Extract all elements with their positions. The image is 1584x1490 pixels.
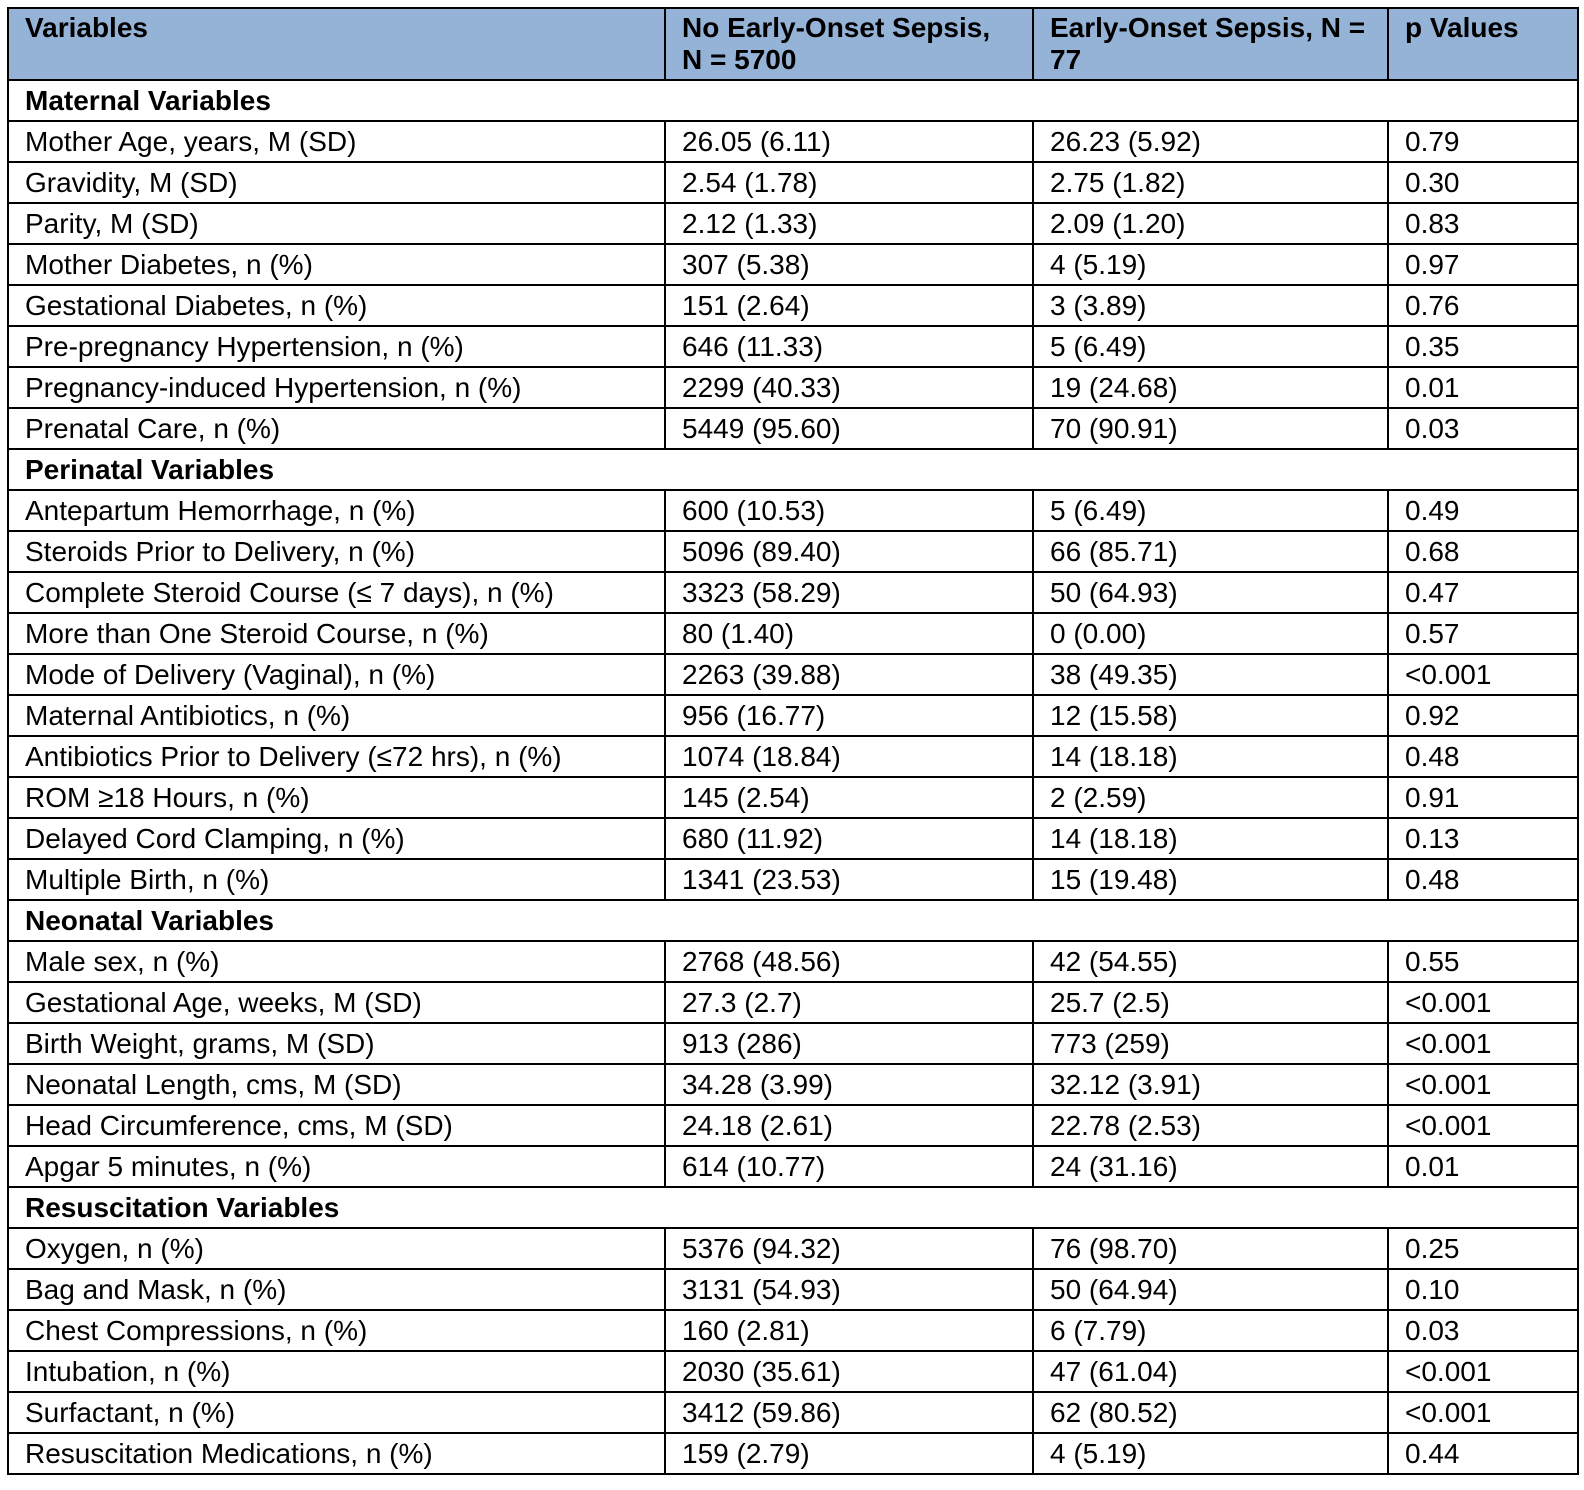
p-value-cell: <0.001	[1388, 1023, 1578, 1064]
sepsis-cell: 14 (18.18)	[1033, 736, 1388, 777]
table-row	[8, 1310, 1578, 1351]
variable-cell: Complete Steroid Course (≤ 7 days), n (%)	[8, 572, 665, 613]
no-sepsis-cell: 3323 (58.29)	[665, 572, 1033, 613]
table-row	[8, 1392, 1578, 1433]
table-row	[8, 736, 1578, 777]
sepsis-cell: 19 (24.68)	[1033, 367, 1388, 408]
sepsis-cell: 66 (85.71)	[1033, 531, 1388, 572]
p-value-cell: 0.79	[1388, 121, 1578, 162]
table-row	[8, 203, 1578, 244]
p-value-cell: 0.30	[1388, 162, 1578, 203]
table-row	[8, 1351, 1578, 1392]
variable-cell: Birth Weight, grams, M (SD)	[8, 1023, 665, 1064]
variable-cell: Pregnancy-induced Hypertension, n (%)	[8, 367, 665, 408]
no-sepsis-cell: 80 (1.40)	[665, 613, 1033, 654]
variable-cell: Neonatal Length, cms, M (SD)	[8, 1064, 665, 1105]
table-row	[8, 490, 1578, 531]
no-sepsis-cell: 2030 (35.61)	[665, 1351, 1033, 1392]
variable-cell: Pre-pregnancy Hypertension, n (%)	[8, 326, 665, 367]
no-sepsis-cell: 24.18 (2.61)	[665, 1105, 1033, 1146]
table-container	[7, 7, 1579, 1475]
p-value-cell: <0.001	[1388, 982, 1578, 1023]
section-title: Resuscitation Variables	[8, 1187, 1578, 1228]
variable-cell: ROM ≥18 Hours, n (%)	[8, 777, 665, 818]
variable-cell: Resuscitation Medications, n (%)	[8, 1433, 665, 1474]
sepsis-cell: 0 (0.00)	[1033, 613, 1388, 654]
section-row	[8, 1187, 1578, 1228]
variable-cell: Mother Age, years, M (SD)	[8, 121, 665, 162]
table-row	[8, 1105, 1578, 1146]
variable-cell: Head Circumference, cms, M (SD)	[8, 1105, 665, 1146]
sepsis-cell: 47 (61.04)	[1033, 1351, 1388, 1392]
sepsis-cell: 76 (98.70)	[1033, 1228, 1388, 1269]
p-value-cell: 0.97	[1388, 244, 1578, 285]
no-sepsis-cell: 145 (2.54)	[665, 777, 1033, 818]
no-sepsis-cell: 2768 (48.56)	[665, 941, 1033, 982]
sepsis-cell: 15 (19.48)	[1033, 859, 1388, 900]
p-value-cell: 0.68	[1388, 531, 1578, 572]
no-sepsis-cell: 160 (2.81)	[665, 1310, 1033, 1351]
table-row	[8, 1433, 1578, 1474]
sepsis-cell: 24 (31.16)	[1033, 1146, 1388, 1187]
p-value-cell: <0.001	[1388, 1105, 1578, 1146]
table-row	[8, 285, 1578, 326]
sepsis-cell: 4 (5.19)	[1033, 1433, 1388, 1474]
sepsis-cell: 70 (90.91)	[1033, 408, 1388, 449]
p-value-cell: 0.10	[1388, 1269, 1578, 1310]
no-sepsis-cell: 159 (2.79)	[665, 1433, 1033, 1474]
header-sepsis: Early-Onset Sepsis, N = 77	[1033, 8, 1388, 80]
variable-cell: Steroids Prior to Delivery, n (%)	[8, 531, 665, 572]
p-value-cell: 0.55	[1388, 941, 1578, 982]
sepsis-cell: 14 (18.18)	[1033, 818, 1388, 859]
no-sepsis-cell: 5376 (94.32)	[665, 1228, 1033, 1269]
table-row	[8, 941, 1578, 982]
no-sepsis-cell: 600 (10.53)	[665, 490, 1033, 531]
variable-cell: Parity, M (SD)	[8, 203, 665, 244]
no-sepsis-cell: 1341 (23.53)	[665, 859, 1033, 900]
table-row	[8, 326, 1578, 367]
no-sepsis-cell: 1074 (18.84)	[665, 736, 1033, 777]
table-row	[8, 531, 1578, 572]
no-sepsis-cell: 26.05 (6.11)	[665, 121, 1033, 162]
variable-cell: Gestational Diabetes, n (%)	[8, 285, 665, 326]
table-row	[8, 121, 1578, 162]
p-value-cell: 0.03	[1388, 408, 1578, 449]
sepsis-cell: 3 (3.89)	[1033, 285, 1388, 326]
table-row	[8, 162, 1578, 203]
variable-cell: Mode of Delivery (Vaginal), n (%)	[8, 654, 665, 695]
table-row	[8, 1228, 1578, 1269]
sepsis-cell: 50 (64.94)	[1033, 1269, 1388, 1310]
sepsis-cell: 4 (5.19)	[1033, 244, 1388, 285]
no-sepsis-cell: 2299 (40.33)	[665, 367, 1033, 408]
p-value-cell: 0.35	[1388, 326, 1578, 367]
p-value-cell: 0.01	[1388, 367, 1578, 408]
table-row	[8, 859, 1578, 900]
p-value-cell: <0.001	[1388, 654, 1578, 695]
p-value-cell: 0.01	[1388, 1146, 1578, 1187]
no-sepsis-cell: 3412 (59.86)	[665, 1392, 1033, 1433]
variable-cell: Antibiotics Prior to Delivery (≤72 hrs), n (%)	[8, 736, 665, 777]
p-value-cell: <0.001	[1388, 1064, 1578, 1105]
sepsis-cell: 42 (54.55)	[1033, 941, 1388, 982]
sepsis-cell: 32.12 (3.91)	[1033, 1064, 1388, 1105]
table-row	[8, 1146, 1578, 1187]
table-row	[8, 654, 1578, 695]
sepsis-cell: 26.23 (5.92)	[1033, 121, 1388, 162]
no-sepsis-cell: 646 (11.33)	[665, 326, 1033, 367]
no-sepsis-cell: 956 (16.77)	[665, 695, 1033, 736]
sepsis-cell: 50 (64.93)	[1033, 572, 1388, 613]
section-row	[8, 449, 1578, 490]
p-value-cell: 0.91	[1388, 777, 1578, 818]
p-value-cell: 0.03	[1388, 1310, 1578, 1351]
sepsis-cell: 22.78 (2.53)	[1033, 1105, 1388, 1146]
sepsis-cell: 12 (15.58)	[1033, 695, 1388, 736]
no-sepsis-cell: 2263 (39.88)	[665, 654, 1033, 695]
header-row	[8, 8, 1578, 80]
header-variables: Variables	[8, 8, 665, 80]
sepsis-cell: 5 (6.49)	[1033, 490, 1388, 531]
table-row	[8, 244, 1578, 285]
variable-cell: Intubation, n (%)	[8, 1351, 665, 1392]
p-value-cell: 0.92	[1388, 695, 1578, 736]
header-p-values: p Values	[1388, 8, 1578, 80]
p-value-cell: <0.001	[1388, 1351, 1578, 1392]
no-sepsis-cell: 151 (2.64)	[665, 285, 1033, 326]
variable-cell: Surfactant, n (%)	[8, 1392, 665, 1433]
sepsis-cell: 2 (2.59)	[1033, 777, 1388, 818]
no-sepsis-cell: 307 (5.38)	[665, 244, 1033, 285]
variable-cell: Oxygen, n (%)	[8, 1228, 665, 1269]
table-row	[8, 572, 1578, 613]
section-title: Neonatal Variables	[8, 900, 1578, 941]
table-row	[8, 818, 1578, 859]
no-sepsis-cell: 614 (10.77)	[665, 1146, 1033, 1187]
variable-cell: Mother Diabetes, n (%)	[8, 244, 665, 285]
sepsis-cell: 25.7 (2.5)	[1033, 982, 1388, 1023]
no-sepsis-cell: 2.12 (1.33)	[665, 203, 1033, 244]
sepsis-cell: 773 (259)	[1033, 1023, 1388, 1064]
p-value-cell: 0.76	[1388, 285, 1578, 326]
no-sepsis-cell: 680 (11.92)	[665, 818, 1033, 859]
p-value-cell: 0.48	[1388, 859, 1578, 900]
table-header	[8, 8, 1578, 80]
variable-cell: Gravidity, M (SD)	[8, 162, 665, 203]
no-sepsis-cell: 3131 (54.93)	[665, 1269, 1033, 1310]
no-sepsis-cell: 913 (286)	[665, 1023, 1033, 1064]
variable-cell: Bag and Mask, n (%)	[8, 1269, 665, 1310]
sepsis-cell: 2.75 (1.82)	[1033, 162, 1388, 203]
table-body	[8, 80, 1578, 1474]
variable-cell: Prenatal Care, n (%)	[8, 408, 665, 449]
sepsis-cell: 62 (80.52)	[1033, 1392, 1388, 1433]
variable-cell: Male sex, n (%)	[8, 941, 665, 982]
variable-cell: Multiple Birth, n (%)	[8, 859, 665, 900]
no-sepsis-cell: 27.3 (2.7)	[665, 982, 1033, 1023]
table-row	[8, 695, 1578, 736]
p-value-cell: 0.47	[1388, 572, 1578, 613]
table-row	[8, 1269, 1578, 1310]
sepsis-cell: 5 (6.49)	[1033, 326, 1388, 367]
p-value-cell: 0.48	[1388, 736, 1578, 777]
table-row	[8, 1064, 1578, 1105]
section-row	[8, 80, 1578, 121]
p-value-cell: 0.25	[1388, 1228, 1578, 1269]
table-row	[8, 613, 1578, 654]
p-value-cell: <0.001	[1388, 1392, 1578, 1433]
variable-cell: Gestational Age, weeks, M (SD)	[8, 982, 665, 1023]
sepsis-cell: 2.09 (1.20)	[1033, 203, 1388, 244]
table-row	[8, 982, 1578, 1023]
variable-cell: More than One Steroid Course, n (%)	[8, 613, 665, 654]
p-value-cell: 0.83	[1388, 203, 1578, 244]
p-value-cell: 0.13	[1388, 818, 1578, 859]
no-sepsis-cell: 5449 (95.60)	[665, 408, 1033, 449]
p-value-cell: 0.44	[1388, 1433, 1578, 1474]
no-sepsis-cell: 34.28 (3.99)	[665, 1064, 1033, 1105]
section-title: Maternal Variables	[8, 80, 1578, 121]
table-row	[8, 777, 1578, 818]
variable-cell: Delayed Cord Clamping, n (%)	[8, 818, 665, 859]
p-value-cell: 0.49	[1388, 490, 1578, 531]
section-title: Perinatal Variables	[8, 449, 1578, 490]
sepsis-cell: 38 (49.35)	[1033, 654, 1388, 695]
variable-cell: Maternal Antibiotics, n (%)	[8, 695, 665, 736]
variable-cell: Chest Compressions, n (%)	[8, 1310, 665, 1351]
sepsis-cell: 6 (7.79)	[1033, 1310, 1388, 1351]
p-value-cell: 0.57	[1388, 613, 1578, 654]
results-table	[7, 7, 1579, 1475]
no-sepsis-cell: 5096 (89.40)	[665, 531, 1033, 572]
table-row	[8, 1023, 1578, 1064]
section-row	[8, 900, 1578, 941]
table-row	[8, 367, 1578, 408]
variable-cell: Apgar 5 minutes, n (%)	[8, 1146, 665, 1187]
header-no-sepsis: No Early-Onset Sepsis, N = 5700	[665, 8, 1033, 80]
table-row	[8, 408, 1578, 449]
variable-cell: Antepartum Hemorrhage, n (%)	[8, 490, 665, 531]
no-sepsis-cell: 2.54 (1.78)	[665, 162, 1033, 203]
